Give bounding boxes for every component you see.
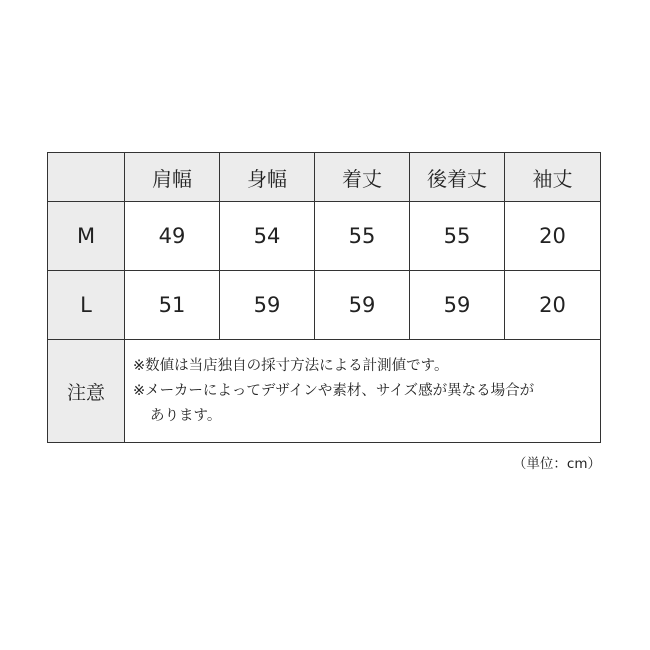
header-row [48,153,601,202]
header-back-length: 後着丈 [410,153,505,202]
size-label-l: L [48,271,125,340]
notes-label: 注意 [48,340,125,443]
notes-row [48,340,601,443]
note-line: ※メーカーによってデザインや素材、サイズ感が異なる場合が [133,382,535,399]
cell-m-shoulder-width: 49 [125,202,220,271]
header-shoulder-width: 肩幅 [125,153,220,202]
cell-m-back-length: 55 [410,202,505,271]
notes-content [125,340,601,443]
note-line: あります。 [150,407,222,424]
cell-l-shoulder-width: 51 [125,271,220,340]
note-line: ※数値は当店独自の採寸方法による計測値です。 [133,357,449,374]
header-body-width: 身幅 [220,153,315,202]
table-row [48,271,601,340]
cell-l-body-width: 59 [220,271,315,340]
corner-cell [48,153,125,202]
size-table [47,152,601,443]
cell-m-length: 55 [315,202,410,271]
header-length: 着丈 [315,153,410,202]
table-row [48,202,601,271]
cell-l-back-length: 59 [410,271,505,340]
cell-l-length: 59 [315,271,410,340]
cell-m-body-width: 54 [220,202,315,271]
cell-m-sleeve-length: 20 [505,202,601,271]
size-label-m: M [48,202,125,271]
cell-l-sleeve-length: 20 [505,271,601,340]
unit-label: （単位：cm） [512,456,601,472]
header-sleeve-length: 袖丈 [505,153,601,202]
